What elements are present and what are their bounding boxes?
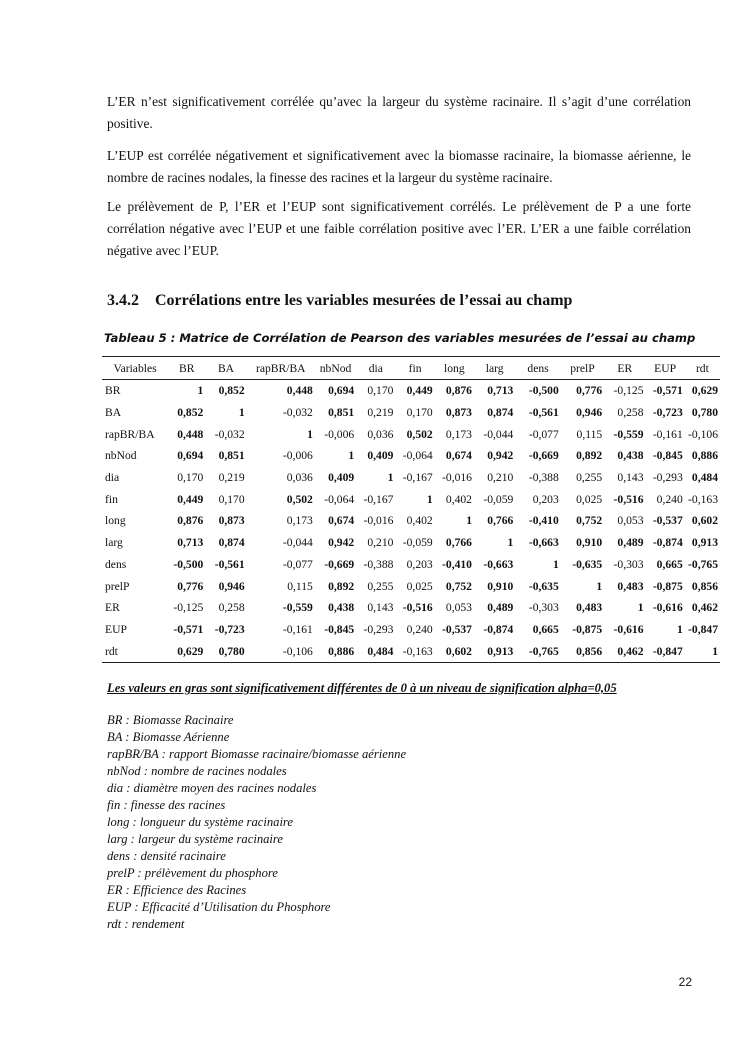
column-header: long [435,357,474,380]
correlation-cell: 0,483 [576,601,603,615]
table-header-row [102,357,720,380]
correlation-cell: 0,483 [617,579,644,593]
correlation-cell: 0,776 [576,384,603,398]
correlation-cell: 1 [637,601,644,615]
correlation-cell: -0,388 [528,471,559,485]
correlation-cell: 0,752 [445,579,472,593]
correlation-cell: -0,106 [688,427,718,441]
legend-item: BR : Biomasse Racinaire [107,713,234,727]
correlation-cell: 0,489 [487,601,514,615]
correlation-cell: 1 [685,640,720,662]
correlation-cell: -0,410 [528,514,559,528]
correlation-cell: -0,303 [528,601,559,615]
correlation-cell: -0,847 [646,640,685,662]
row-label: rdt [102,640,168,662]
correlation-cell: -0,125 [173,601,204,615]
correlation-cell: 0,025 [576,492,603,506]
correlation-cell: -0,006 [324,427,355,441]
abbreviation-legend [107,712,406,933]
correlation-cell: 0,942 [487,449,514,463]
correlation-cell: -0,006 [282,449,313,463]
correlation-cell: 0,876 [177,514,204,528]
correlation-cell: -0,723 [214,622,245,636]
correlation-cell: 0,115 [287,579,313,593]
correlation-cell: 0,873 [445,406,472,420]
row-label: BR [105,384,121,398]
correlation-cell: 0,910 [576,536,603,550]
table-row [102,402,720,424]
correlation-cell: -0,616 [613,622,644,636]
correlation-cell: -0,293 [363,622,394,636]
correlation-cell: 0,892 [328,579,355,593]
legend-item: larg : largeur du système racinaire [107,832,283,846]
correlation-cell: -0,875 [572,622,603,636]
correlation-cell: -0,616 [652,601,683,615]
correlation-cell: 0,449 [177,492,204,506]
column-header: rdt [685,357,720,380]
correlation-cell: 0,874 [487,406,514,420]
correlation-cell: -0,847 [688,622,718,636]
correlation-cell: 0,913 [691,536,718,550]
column-header: larg [474,357,515,380]
column-header: BR [168,357,205,380]
correlation-cell: -0,500 [173,557,204,571]
correlation-cell: 0,766 [487,514,514,528]
section-number: 3.4.2 [107,292,139,309]
row-label: ER [105,601,120,615]
correlation-cell: 0,210 [367,536,394,550]
correlation-cell: -0,293 [652,471,683,485]
correlation-cell: 0,402 [445,492,472,506]
paragraph-prelevement: Le prélèvement de P, l’ER et l’EUP sont significativement corrélés. Le prélèvement de P a une forte corrélation négative avec l’EUP et une faible corrélation positive avec l’ER. L’ER a une faible corrélation négative avec l’EUP. [107,199,691,258]
correlation-cell: 0,448 [177,427,204,441]
correlation-cell: 0,873 [218,514,245,528]
correlation-cell: -0,845 [324,622,355,636]
paragraph-eup: L’EUP est corrélée négativement et significativement avec la biomasse racinaire, la biomasse aérienne, le nombre de racines nodales, la finesse des racines et la largeur du système racinaire. [107,148,691,185]
correlation-cell: 1 [238,406,245,420]
correlation-cell: 1 [507,536,514,550]
legend-item: rapBR/BA : rapport Biomasse racinaire/biomasse aérienne [107,747,407,761]
correlation-cell: 0,946 [218,579,245,593]
correlation-cell: 0,674 [445,449,472,463]
correlation-cell: 0,173 [286,514,313,528]
row-label: rapBR/BA [105,427,155,441]
correlation-cell: 0,489 [617,536,644,550]
table-row [102,597,720,619]
correlation-table [102,356,720,663]
correlation-cell: -0,059 [483,492,514,506]
correlation-cell: 1 [197,384,204,398]
row-label: long [105,514,126,528]
correlation-cell: -0,500 [528,384,559,398]
legend-item: EUP : Efficacité d’Utilisation du Phosphore [107,900,331,914]
correlation-cell: 0,502 [286,492,313,506]
correlation-cell: -0,537 [652,514,683,528]
correlation-cell: -0,044 [282,536,313,550]
correlation-cell: 0,143 [617,471,644,485]
correlation-cell: -0,561 [214,557,245,571]
correlation-cell: 0,484 [691,471,718,485]
legend-item: prelP : prélèvement du phosphore [107,866,278,880]
correlation-cell: -0,635 [572,557,603,571]
correlation-cell: 0,203 [406,557,433,571]
correlation-cell: 0,752 [576,514,603,528]
correlation-cell: -0,410 [442,557,472,571]
correlation-cell: 0,143 [367,601,394,615]
row-label: fin [105,492,118,506]
correlation-cell: 1 [426,492,433,506]
correlation-cell: 1 [348,449,355,463]
legend-item: rdt : rendement [107,917,185,931]
row-label: larg [105,536,123,550]
correlation-cell: 0,780 [205,640,246,662]
section-heading [107,292,572,310]
table-row [102,532,720,554]
correlation-cell: -0,559 [613,427,644,441]
correlation-cell: 0,219 [218,471,245,485]
correlation-cell: 0,766 [445,536,472,550]
correlation-cell: -0,032 [214,427,245,441]
correlation-cell: -0,561 [528,406,559,420]
correlation-cell: -0,516 [402,601,433,615]
correlation-cell: 0,856 [691,579,718,593]
correlation-cell: 0,886 [315,640,356,662]
page-number: 22 [678,975,692,989]
correlation-cell: 0,852 [218,384,245,398]
correlation-cell: 0,874 [218,536,245,550]
correlation-cell: 1 [552,557,559,571]
correlation-cell: 0,629 [691,384,718,398]
correlation-cell: -0,016 [363,514,394,528]
correlation-cell: 0,946 [576,406,603,420]
correlation-cell: 0,876 [445,384,472,398]
table-caption: Tableau 5 : Matrice de Corrélation de Pearson des variables mesurées de l’essai au champ [104,331,696,345]
correlation-cell: 0,115 [576,427,603,441]
correlation-cell: 0,694 [177,449,204,463]
table-row [102,445,720,467]
column-header: fin [395,357,434,380]
significance-note: Les valeurs en gras sont significativement différentes de 0 à un niveau de signification alpha=0,05 [107,681,617,695]
correlation-cell: 0,053 [445,601,472,615]
correlation-cell: 0,851 [218,449,245,463]
legend-item: BA : Biomasse Aérienne [107,730,230,744]
correlation-cell: -0,303 [613,557,644,571]
column-header: dens [515,357,560,380]
column-header: EUP [646,357,685,380]
correlation-cell: -0,669 [324,557,355,571]
column-header: BA [205,357,246,380]
correlation-cell: -0,077 [528,427,559,441]
correlation-cell: 0,255 [576,471,603,485]
correlation-cell: 0,462 [691,601,718,615]
row-label: prelP [105,579,130,593]
correlation-cell: -0,388 [363,557,394,571]
correlation-cell: 0,713 [487,384,514,398]
table-row [102,575,720,597]
correlation-cell: 0,258 [617,406,644,420]
correlation-cell: -0,161 [282,622,313,636]
table-row [102,380,720,402]
table-row [102,423,720,445]
correlation-cell: -0,163 [395,640,434,662]
correlation-cell: -0,077 [282,557,313,571]
correlation-cell: 0,449 [406,384,433,398]
column-header: nbNod [315,357,356,380]
correlation-cell: -0,765 [515,640,560,662]
correlation-cell: -0,571 [652,384,683,398]
correlation-cell: 0,776 [177,579,204,593]
correlation-cell: -0,663 [483,557,514,571]
correlation-cell: -0,669 [528,449,559,463]
legend-item: long : longueur du système racinaire [107,815,293,829]
correlation-cell: -0,845 [652,449,683,463]
correlation-cell: 0,170 [406,406,433,420]
table-row [102,640,720,662]
row-label: dens [105,557,127,571]
correlation-cell: -0,167 [402,471,433,485]
correlation-cell: -0,723 [652,406,683,420]
correlation-cell: 0,484 [356,640,395,662]
column-header: rapBR/BA [247,357,315,380]
table-row [102,467,720,489]
correlation-cell: -0,516 [613,492,644,506]
correlation-cell: 0,856 [561,640,604,662]
table-row [102,510,720,532]
correlation-cell: 0,665 [656,557,683,571]
correlation-cell: 0,258 [218,601,245,615]
correlation-cell: 0,852 [177,406,204,420]
correlation-cell: 0,910 [487,579,514,593]
correlation-cell: 0,409 [328,471,355,485]
correlation-cell: -0,032 [282,406,313,420]
correlation-cell: 0,240 [656,492,683,506]
correlation-cell: 0,036 [286,471,313,485]
correlation-cell: 0,210 [487,471,514,485]
correlation-cell: 0,409 [367,449,394,463]
correlation-cell: 0,665 [532,622,559,636]
correlation-cell: 0,462 [604,640,645,662]
column-header: Variables [102,357,168,380]
correlation-cell: 0,602 [691,514,718,528]
correlation-cell: -0,635 [528,579,559,593]
row-label: dia [105,471,120,485]
legend-item: fin : finesse des racines [107,798,226,812]
legend-item: dia : diamètre moyen des racines nodales [107,781,317,795]
correlation-cell: -0,016 [442,471,472,485]
correlation-cell: -0,571 [173,622,204,636]
legend-item: nbNod : nombre de racines nodales [107,764,287,778]
correlation-cell: 0,255 [367,579,394,593]
correlation-cell: -0,059 [402,536,433,550]
correlation-cell: -0,125 [613,384,644,398]
correlation-cell: 0,913 [474,640,515,662]
row-label: BA [105,406,122,420]
correlation-cell: 0,438 [328,601,355,615]
table-row [102,488,720,510]
column-header: ER [604,357,645,380]
correlation-cell: 0,036 [367,427,394,441]
correlation-cell: 0,219 [367,406,394,420]
correlation-cell: 0,886 [691,449,718,463]
correlation-cell: 0,240 [406,622,433,636]
correlation-cell: 0,694 [328,384,355,398]
correlation-cell: 0,438 [617,449,644,463]
correlation-cell: 0,170 [367,384,394,398]
legend-item: ER : Efficience des Racines [107,883,247,897]
correlation-cell: 0,602 [435,640,474,662]
correlation-cell: -0,874 [652,536,683,550]
correlation-cell: 0,203 [532,492,559,506]
correlation-cell: 0,892 [576,449,603,463]
correlation-cell: 0,851 [328,406,355,420]
correlation-cell: 1 [466,514,472,528]
section-title: Corrélations entre les variables mesurées de l’essai au champ [155,292,573,309]
correlation-cell: -0,559 [282,601,313,615]
correlation-cell: 1 [307,427,313,441]
table-row [102,554,720,576]
correlation-cell: 0,170 [177,471,204,485]
correlation-cell: -0,167 [363,492,394,506]
row-label: nbNod [105,449,137,463]
correlation-cell: 0,402 [406,514,433,528]
correlation-cell: -0,663 [528,536,559,550]
correlation-cell: 0,713 [177,536,204,550]
correlation-cell: -0,163 [688,492,718,506]
table-body [102,380,720,663]
correlation-cell: 1 [676,622,683,636]
correlation-cell: 0,448 [286,384,313,398]
correlation-cell: 1 [387,471,394,485]
column-header: prelP [561,357,604,380]
correlation-cell: 0,780 [691,406,718,420]
correlation-cell: 0,025 [406,579,433,593]
legend-item: dens : densité racinaire [107,849,226,863]
correlation-cell: 0,942 [328,536,355,550]
table-row [102,619,720,641]
correlation-cell: 0,674 [328,514,355,528]
correlation-cell: 1 [596,579,603,593]
correlation-cell: -0,064 [324,492,355,506]
correlation-cell: 0,629 [168,640,205,662]
correlation-cell: -0,161 [652,427,683,441]
correlation-cell: -0,874 [483,622,514,636]
correlation-cell: 0,502 [406,427,433,441]
correlation-cell: 0,170 [218,492,245,506]
correlation-cell: -0,106 [247,640,315,662]
correlation-cell: -0,765 [688,557,718,571]
column-header: dia [356,357,395,380]
correlation-cell: 0,053 [617,514,644,528]
correlation-cell: -0,875 [652,579,683,593]
row-label: EUP [105,622,127,636]
correlation-cell: -0,537 [442,622,472,636]
paragraph-er: L’ER n’est significativement corrélée qu’avec la largeur du système racinaire. Il s’agit d’une corrélation positive. [107,94,691,131]
correlation-cell: -0,044 [483,427,514,441]
correlation-cell: 0,173 [445,427,472,441]
correlation-cell: -0,064 [402,449,433,463]
